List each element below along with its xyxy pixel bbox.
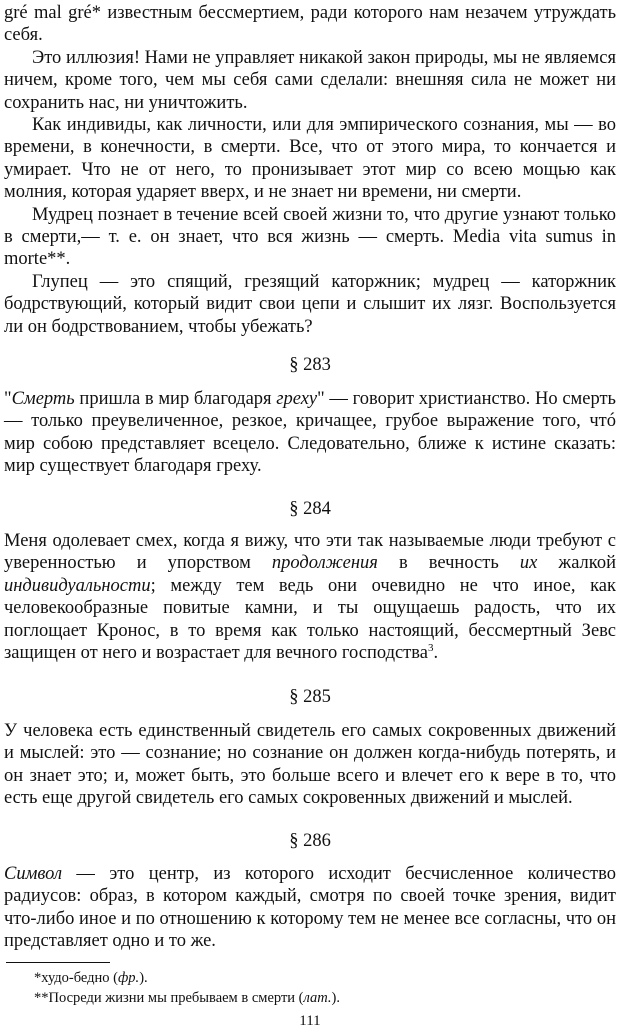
text-run: ). xyxy=(139,970,148,986)
section-heading-285: § 285 xyxy=(289,687,331,707)
page-number: 111 xyxy=(299,1013,321,1029)
footnote-2 xyxy=(34,988,594,1008)
text-run: жалкой xyxy=(537,553,616,574)
emphasis: продолжения xyxy=(271,553,378,574)
paragraph: Глупец — это спящий, грезящий каторжник; мудрец — каторжник бодрствующий, который видит свои цепи и слышит их лязг. Воспользуется ли он бодрствованием, чтобы убежать? xyxy=(4,271,616,337)
intro-block xyxy=(4,2,616,338)
footnote-1 xyxy=(34,968,594,988)
footnotes xyxy=(34,968,594,1008)
section-heading-283: § 283 xyxy=(289,355,331,375)
text-run: . xyxy=(433,643,439,664)
text-run: пришла в мир благодаря xyxy=(74,389,277,409)
footnote-mark: ** xyxy=(34,990,49,1006)
emphasis: их xyxy=(519,553,538,574)
text-run: ; между тем ведь они очевидно не что иное, как человекообразные повитые камни, и ты ощущаешь радость, что их поглощает Кронос, в то время как только настоящий, бессмертный Зевс защищен от него и возрастает для вечного господства xyxy=(4,575,616,664)
paragraph: У человека есть единственный свидетель его самых сокровенных движений и мыслей: это — сознание; но сознание он должен когда-нибудь потерять, и он знает это; и, может быть, это больше всего и влечет его к вере в то, что есть еще другой свидетель его самых сокровенных движений и мыслей. xyxy=(4,721,616,809)
quote-mark: " xyxy=(4,389,12,409)
text-run: Меня одолевает смех, когда я вижу, что эти так называемые люди требуют с уверенностью и упорством xyxy=(4,531,616,574)
text-run: в вечность xyxy=(377,553,520,574)
text-run: худо-бедно ( xyxy=(41,970,119,986)
footnote-ref: 3 xyxy=(427,641,434,654)
emphasis: Смерть xyxy=(11,389,75,409)
section-286-body xyxy=(4,863,616,953)
section-heading-286: § 286 xyxy=(289,831,331,851)
emphasis: индивидуальности xyxy=(4,575,151,596)
text-run: Посреди жизни мы пребываем в смерти ( xyxy=(48,990,304,1006)
emphasis: лат. xyxy=(303,990,332,1006)
paragraph: Как индивиды, как личности, или для эмпирического сознания, мы — во времени, в конечности, в смерти. Все, что от этого мира, то кончается и умирает. Что не от него, то пронизывает этот мир со всею мощью как молния, которая ударяет вверх, и не знает ни времени, ни смерти. xyxy=(4,115,616,203)
section-283-body xyxy=(4,388,616,478)
paragraph xyxy=(4,863,616,953)
footnote-divider xyxy=(6,962,110,963)
section-284-body xyxy=(4,530,616,664)
footnote-mark: * xyxy=(34,970,42,986)
emphasis: греху xyxy=(276,389,318,409)
paragraph: Мудрец познает в течение всей своей жизни то, что другие узнают только в смерти,— т. е. он знает, что вся жизнь — смерть. Media vita sumus in morte**. xyxy=(4,204,616,270)
text-run: — это центр, из которого исходит бесчисленное количество радиусов: образ, в котором каждый, смотря по своей точке зрения, видит что-либо иное и по отношению к которому тем не менее все согласны, что он представляет одно и то же. xyxy=(4,864,616,952)
book-page xyxy=(4,0,616,1034)
emphasis: Символ xyxy=(4,864,63,884)
text-run: " — говорит христианство. Но смерть — только преувеличенное, резкое, кричащее, грубое выражение того, чтó мир собою представляет всецело. Следовательно, ближе к истине сказать: мир существует благодаря греху. xyxy=(4,389,616,477)
section-heading-284: § 284 xyxy=(289,499,331,519)
emphasis: фр. xyxy=(118,970,140,986)
text-run: ). xyxy=(331,990,340,1006)
paragraph xyxy=(4,388,616,478)
paragraph: Это иллюзия! Нами не управляет никакой закон природы, мы не являемся ничем, кроме того, чем мы себя сами сделали: внешняя сила не может ни сохранить нас, ни уничтожить. xyxy=(4,47,616,113)
section-285-body xyxy=(4,720,616,810)
paragraph: gré mal gré* известным бессмертием, ради которого нам незачем утруждать себя. xyxy=(4,3,616,46)
paragraph xyxy=(4,530,616,664)
